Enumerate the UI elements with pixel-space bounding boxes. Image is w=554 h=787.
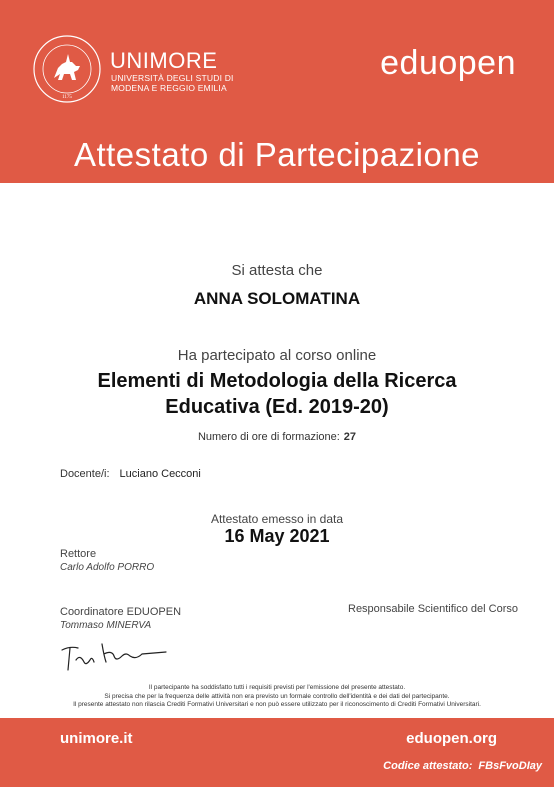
- certificate-footer: [0, 718, 554, 787]
- code-label: Codice attestato:: [383, 760, 473, 772]
- hours-value: 27: [343, 431, 357, 443]
- issued-date: 16 May 2021: [224, 526, 330, 546]
- issued-label: Attestato emesso in data: [210, 512, 344, 526]
- teacher-label: Docente/i:: [60, 468, 110, 480]
- university-seal-icon: [32, 34, 102, 104]
- course-intro: Ha partecipato al corso online: [177, 347, 377, 364]
- rector-label: Rettore: [60, 548, 97, 560]
- certificate-title: Attestato di Partecipazione: [73, 136, 481, 173]
- hours-label: Numero di ore di formazione:: [197, 431, 340, 443]
- eduopen-logo: eduopen: [380, 44, 516, 82]
- unimore-logo-subtitle: UNIVERSITÀ DEGLI STUDI DI MODENA E REGGIO EMILIA: [111, 73, 234, 93]
- teacher-name: Luciano Cecconi: [119, 468, 201, 480]
- coordinator-label: Coordinatore EDUOPEN: [60, 606, 182, 618]
- course-name: [0, 368, 554, 420]
- unimore-logo-name: UNIMORE: [110, 48, 218, 73]
- coordinator-signature-icon: [56, 636, 176, 676]
- note-line: Il presente attestato non rilascia Crediti Formativi Universitari e non può essere utilizzato per il riconoscimento di Crediti Formativi Universitari.: [73, 701, 481, 708]
- training-hours: [0, 431, 554, 443]
- code-value: FBsFvoDIay: [478, 760, 542, 772]
- course-name-line-2: Educativa (Ed. 2019-20): [165, 396, 389, 418]
- certificate-header: [0, 0, 554, 183]
- certificate-code: [383, 760, 542, 772]
- attest-intro: Si attesta che: [231, 262, 323, 279]
- teacher-row: [60, 468, 201, 480]
- scientific-lead-label: Responsabile Scientifico del Corso: [348, 603, 518, 615]
- certificate-notes: [0, 684, 554, 710]
- recipient-name: ANNA SOLOMATINA: [193, 289, 361, 308]
- note-line: Si precisa che per la frequenza delle attività non era previsto un formale controllo dell'identità e dei dati del partecipante.: [104, 692, 450, 700]
- course-name-line-1: Elementi di Metodologia della Ricerca: [97, 370, 457, 392]
- rector-name: Carlo Adolfo PORRO: [60, 562, 155, 573]
- coordinator-name: Tommaso MINERVA: [60, 620, 152, 631]
- unimore-site-link[interactable]: unimore.it: [60, 730, 133, 747]
- note-line: Il partecipante ha soddisfatto tutti i requisiti previsti per l'emissione del presente attestato.: [148, 684, 406, 691]
- eduopen-site-link[interactable]: eduopen.org: [406, 730, 497, 747]
- svg-text:1175: 1175: [62, 95, 72, 100]
